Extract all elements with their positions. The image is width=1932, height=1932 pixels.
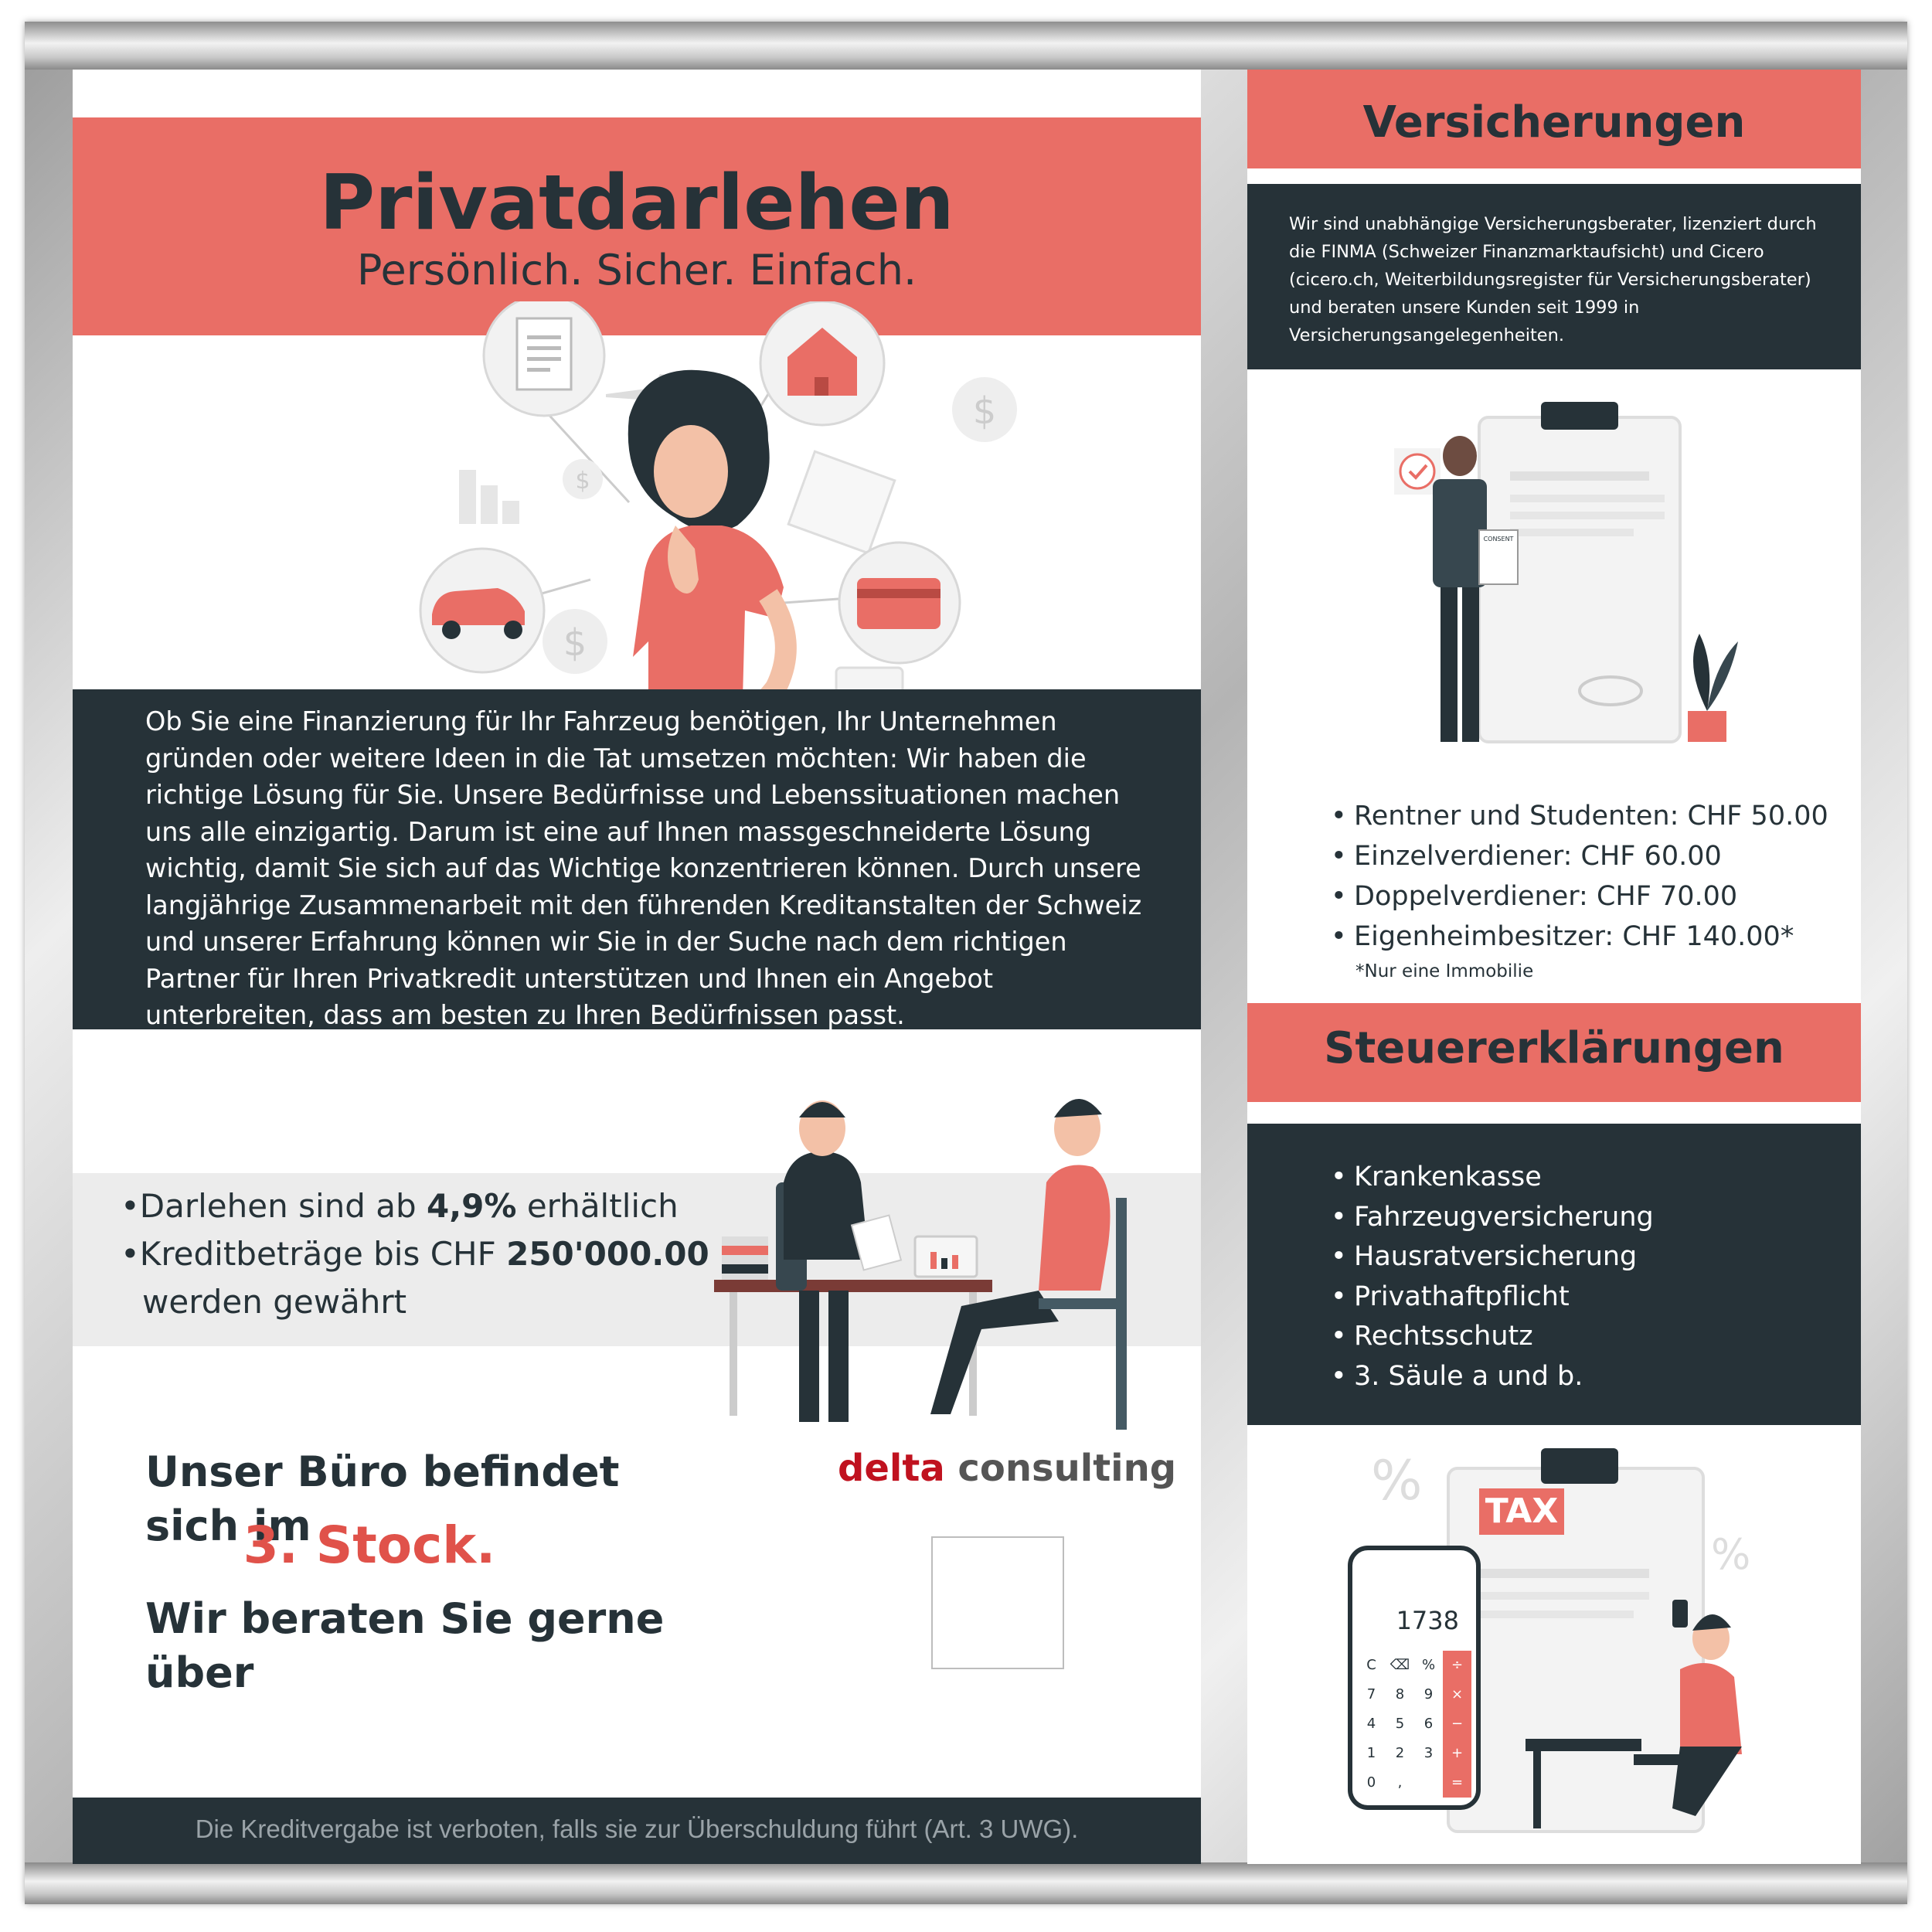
price-note: *Nur eine Immobilie <box>1355 961 1534 981</box>
calculator-key: , <box>1397 1774 1403 1791</box>
price-list <box>1331 796 1841 957</box>
tax-item: • Rechtsschutz <box>1331 1317 1841 1357</box>
svg-text:%: % <box>1371 1449 1423 1512</box>
loan-amount-post: werden gewährt <box>142 1283 407 1321</box>
page-subtitle: Persönlich. Sicher. Einfach. <box>356 246 917 294</box>
calculator-key: 1 <box>1366 1745 1376 1761</box>
calculator-key: 4 <box>1366 1716 1376 1732</box>
tax-label: TAX <box>1479 1488 1564 1535</box>
calculator-key: × <box>1443 1680 1471 1709</box>
calculator-key <box>1414 1768 1443 1798</box>
calculator-key: % <box>1421 1657 1436 1673</box>
price-item: • Doppelverdiener: CHF 70.00 <box>1331 876 1841 917</box>
calculator-key: = <box>1443 1768 1471 1798</box>
loan-amount-value: 250'000.00 <box>506 1235 709 1273</box>
tax-item: • Privathaftpflicht <box>1331 1277 1841 1318</box>
page-title: Privatdarlehen <box>319 159 954 247</box>
qr-code-placeholder <box>931 1536 1064 1669</box>
calculator-key: 0 <box>1366 1774 1376 1791</box>
calculator-display: 1738 <box>1396 1606 1459 1635</box>
intro-text: Ob Sie eine Finanzierung für Ihr Fahrzeug benötigen, Ihr Unternehmen gründen oder weitere Ideen in die Tat umsetzen möchten: Wir haben die richtige Lösung für Sie. Unsere Bedürfnisse und Lebenssituationen machen uns alle einzigartig. Darum ist eine auf Ihnen massgeschneiderte Lösung wichtig, damit Sie sich auf das Wichtige konzentrieren können. Durch unsere langjährige Zusammenarbeit mit den führenden Kreditanstalten der Schweiz und unserer Erfahrung können wir Sie in der Suche nach dem richtigen Partner für Ihren Privatkredit unterstützen und Ihnen ein Angebot unterbreiten, dass am besten zu Ihren Bedürfnissen passt. <box>145 706 1142 1030</box>
calculator-key: ⌫ <box>1389 1657 1410 1673</box>
calculator-key: C <box>1366 1657 1376 1673</box>
calculator-key: 2 <box>1395 1745 1405 1761</box>
brand-consulting: consulting <box>957 1447 1177 1490</box>
loan-rate-pre: Darlehen sind ab <box>139 1187 427 1225</box>
price-item: • Einzelverdiener: CHF 60.00 <box>1331 836 1841 876</box>
calculator-key: 9 <box>1423 1686 1434 1702</box>
calculator-key: ÷ <box>1443 1651 1471 1680</box>
loan-point-amount <box>121 1230 739 1278</box>
tax-list <box>1331 1158 1841 1396</box>
loan-rate-post: erhältlich <box>516 1187 679 1225</box>
brand-delta: delta <box>838 1447 945 1490</box>
calculator-key: − <box>1443 1709 1471 1739</box>
svg-text:%: % <box>1711 1530 1751 1579</box>
brand-logo <box>838 1445 1178 1492</box>
tax-item: • Fahrzeugversicherung <box>1331 1198 1841 1238</box>
calculator-key: 3 <box>1423 1745 1434 1761</box>
svg-text:$: $ <box>575 468 590 495</box>
price-item: • Eigenheimbesitzer: CHF 140.00* <box>1331 917 1841 957</box>
calculator-phone <box>1348 1546 1481 1810</box>
footer-disclaimer: Die Kreditvergabe ist verboten, falls sie zur Überschuldung führt (Art. 3 UWG). <box>195 1815 1079 1843</box>
loan-amount-pre: Kreditbeträge bis CHF <box>139 1235 507 1273</box>
tax-illustration <box>1348 1445 1781 1847</box>
calculator-key: 7 <box>1366 1686 1376 1702</box>
price-item: • Rentner und Studenten: CHF 50.00 <box>1331 796 1841 836</box>
left-panel <box>73 70 1201 1864</box>
frame-bottom-rail <box>25 1862 1907 1904</box>
meeting-illustration <box>714 1043 1178 1445</box>
insurance-description: Wir sind unabhängige Versicherungsberater, lizenziert durch die FINMA (Schweizer Finanzmarktaufsicht) und Cicero (cicero.ch, Weiterbildungsregister für Versicherungsberater) und beraten unsere Kunden seit 1999 in Versicherungsangelegenheiten. <box>1289 214 1817 345</box>
tax-item: • Krankenkasse <box>1331 1158 1841 1198</box>
bullet-dot: • <box>121 1235 140 1273</box>
office-line3: Wir beraten Sie gerne über <box>145 1594 665 1697</box>
insurance-title: Versicherungen <box>1362 97 1746 148</box>
tax-item: • 3. Säule a und b. <box>1331 1357 1841 1397</box>
loan-rate-value: 4,9% <box>427 1187 517 1225</box>
bullet-dot: • <box>121 1187 140 1225</box>
loan-point-rate <box>121 1182 739 1230</box>
tax-title: Steuererklärungen <box>1324 1023 1784 1073</box>
calculator-keypad <box>1357 1651 1471 1798</box>
right-panel <box>1247 70 1861 1864</box>
calculator-key: 5 <box>1395 1716 1405 1732</box>
calculator-key: 6 <box>1423 1716 1434 1732</box>
svg-text:$: $ <box>972 389 997 433</box>
tax-item: • Hausratversicherung <box>1331 1237 1841 1277</box>
consent-illustration <box>1379 394 1765 796</box>
office-line1: Unser Büro befindet sich im <box>145 1447 620 1550</box>
frame-top-rail <box>25 22 1907 70</box>
consent-label: CONSENT <box>1483 536 1514 543</box>
calculator-key: 8 <box>1395 1686 1405 1702</box>
office-floor: 3. Stock. <box>243 1515 496 1575</box>
calculator-key: + <box>1443 1739 1471 1768</box>
svg-text:$: $ <box>563 621 587 665</box>
